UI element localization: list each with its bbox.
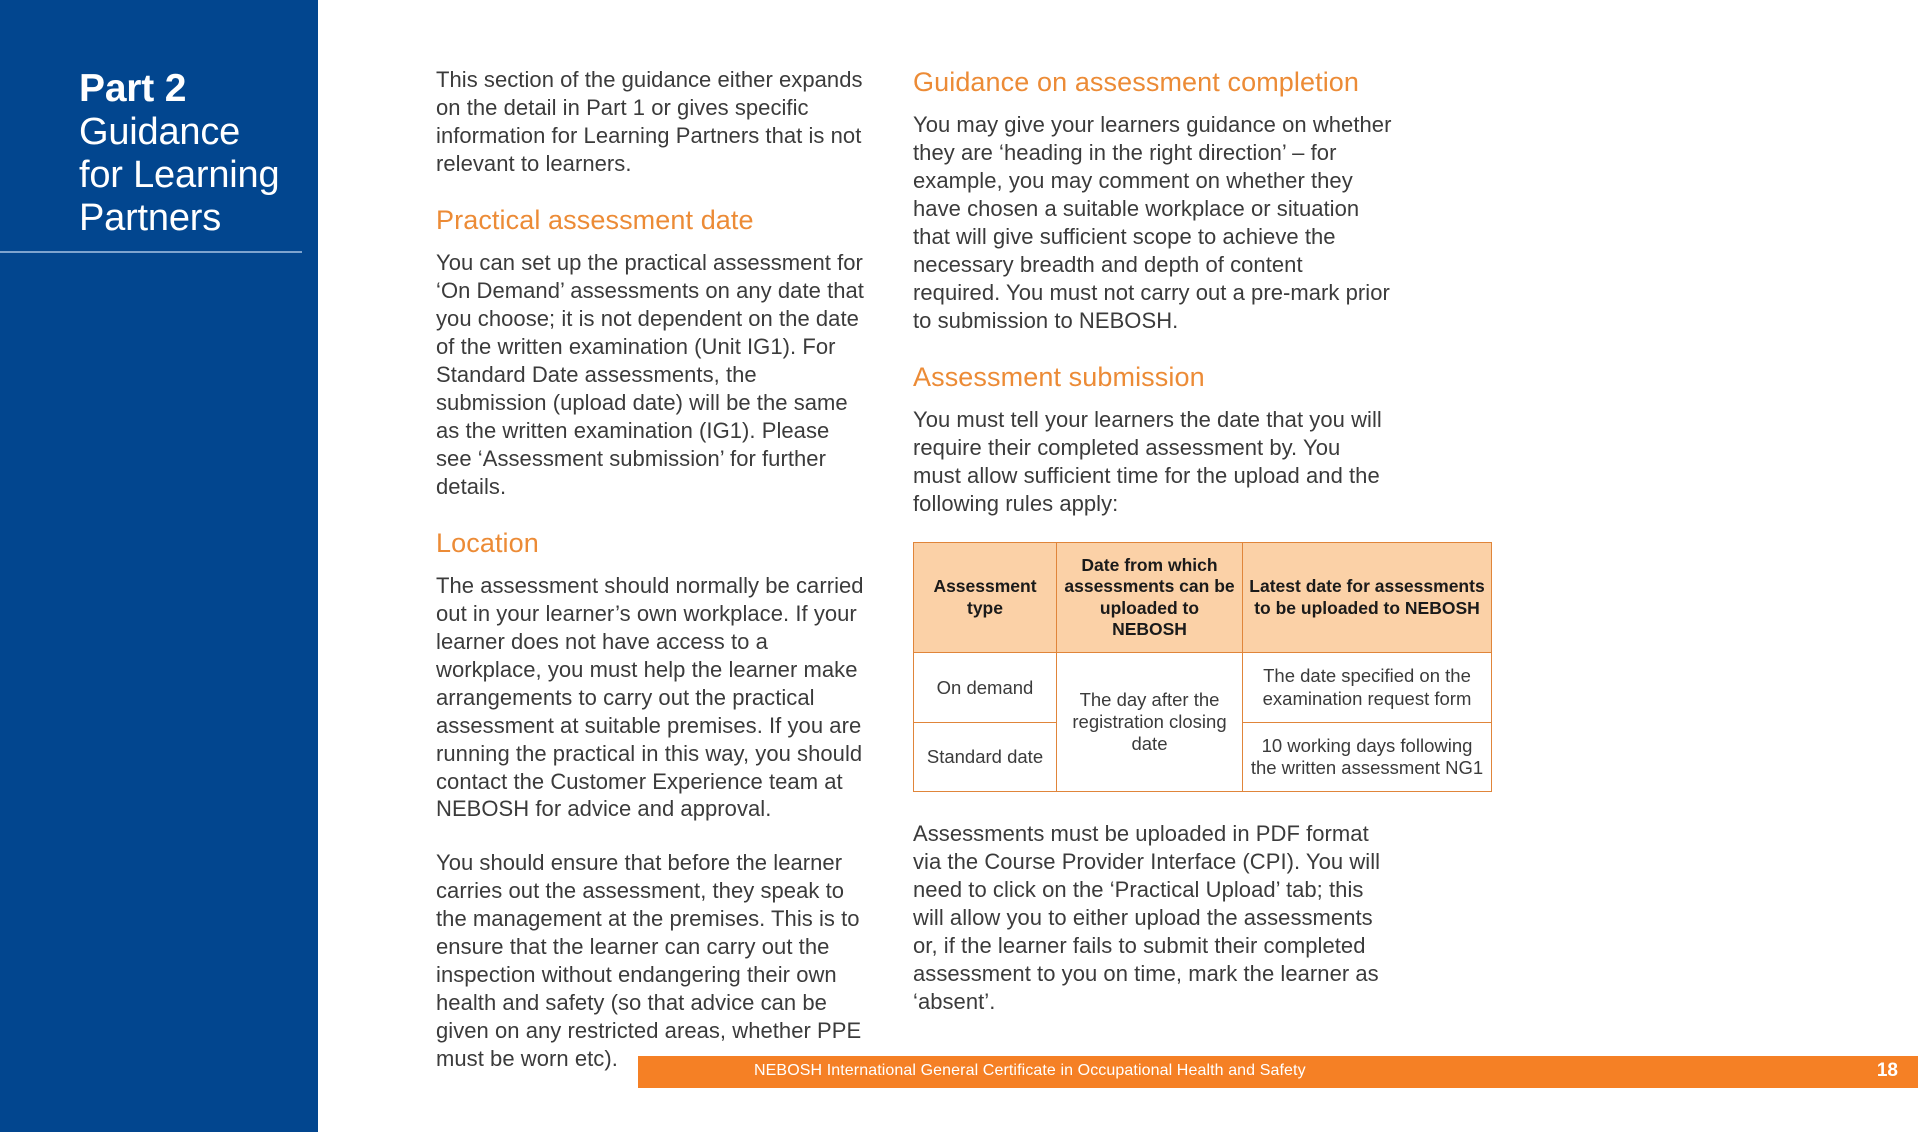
cell-latest-date-standard-date: 10 working days following the written assessment NG1 — [1243, 722, 1492, 791]
footer-title: NEBOSH International General Certificate in Occupational Health and Safety — [754, 1062, 1306, 1079]
cell-assessment-type-on-demand: On demand — [914, 653, 1057, 722]
table-header-latest-date: Latest date for assessments to be uploaded to NEBOSH — [1243, 543, 1492, 653]
page-number: 18 — [1876, 1060, 1898, 1081]
paragraph-location-2: You should ensure that before the learner carries out the assessment, they speak to the management at the premises. This is to ensure that the learner can carry out the inspection without endangering their own health and safety (so that advice can be given on any restricted areas, whether PPE must be worn etc). — [436, 850, 862, 1071]
paragraph-guidance-on-assessment-completion: You may give your learners guidance on whether they are ‘heading in the right direction’ – for example, you may comment on whether they have chosen a suitable workplace or situation that will give sufficient scope to achieve the necessary breadth and depth of content required. You must not carry out a pre-mark prior to submission to NEBOSH. — [913, 112, 1392, 333]
heading-assessment-submission: Assessment submission — [913, 361, 1205, 392]
table-header-row — [914, 543, 1492, 653]
cell-date-from-which-merged: The day after the registration closing date — [1057, 653, 1243, 792]
paragraph-location-1: The assessment should normally be carried out in your learner’s own workplace. If your learner does not have access to a workplace, you must help the learner make arrangements to carry out the practical assessment at suitable premises. If you are running the practical in this way, you should contact the Customer Experience team at NEBOSH for advice and approval. — [436, 572, 864, 822]
intro-paragraph: This section of the guidance either expands on the detail in Part 1 or gives specific information for Learning Partners that is not relevant to learners. — [436, 67, 863, 176]
paragraph-after-table: Assessments must be uploaded in PDF format via the Course Provider Interface (CPI). You will need to click on the ‘Practical Upload’ tab; this will allow you to either upload the assessments or, if the learner fails to submit their completed assessment to you on time, mark the learner as ‘absent’. — [913, 821, 1381, 1014]
heading-location: Location — [436, 527, 539, 558]
table-head — [914, 543, 1492, 653]
table-header-date-from-which: Date from which assessments can be uploaded to NEBOSH — [1057, 543, 1243, 653]
paragraph-assessment-submission: You must tell your learners the date that you will require their completed assessment by. You must allow sufficient time for the upload and the following rules apply: — [913, 407, 1382, 517]
heading-guidance-on-assessment-completion: Guidance on assessment completion — [913, 67, 1360, 97]
part-number-label: Part 2 — [79, 67, 187, 110]
paragraph-practical-assessment-date: You can set up the practical assessment for ‘On Demand’ assessments on any date that you choose; it is not dependent on the date of the written examination (Unit IG1). For Standard Date assessments, the submission (upload date) will be the same as the written examination (IG1). Please see ‘Assessment submission’ for further details. — [436, 250, 864, 499]
sidebar-title-block — [79, 66, 302, 240]
heading-practical-assessment-date: Practical assessment date — [436, 204, 754, 235]
table-header-assessment-type: Assessment type — [914, 543, 1057, 653]
part-title-line-3: Partners — [79, 197, 222, 240]
assessment-upload-dates-table — [913, 542, 1492, 792]
footer-bar — [638, 1056, 1918, 1088]
table-row — [914, 653, 1492, 722]
part-title-line-1: Guidance — [79, 111, 241, 154]
part-title-line-2: for Learning — [79, 154, 280, 197]
sidebar-divider — [0, 251, 302, 253]
sidebar-part-banner — [0, 0, 318, 1132]
column-right — [913, 66, 1485, 1016]
column-left — [436, 66, 871, 1073]
table-body — [914, 653, 1492, 792]
cell-latest-date-on-demand: The date specified on the examination request form — [1243, 653, 1492, 722]
cell-assessment-type-standard-date: Standard date — [914, 722, 1057, 791]
page-content — [318, 0, 1898, 1132]
